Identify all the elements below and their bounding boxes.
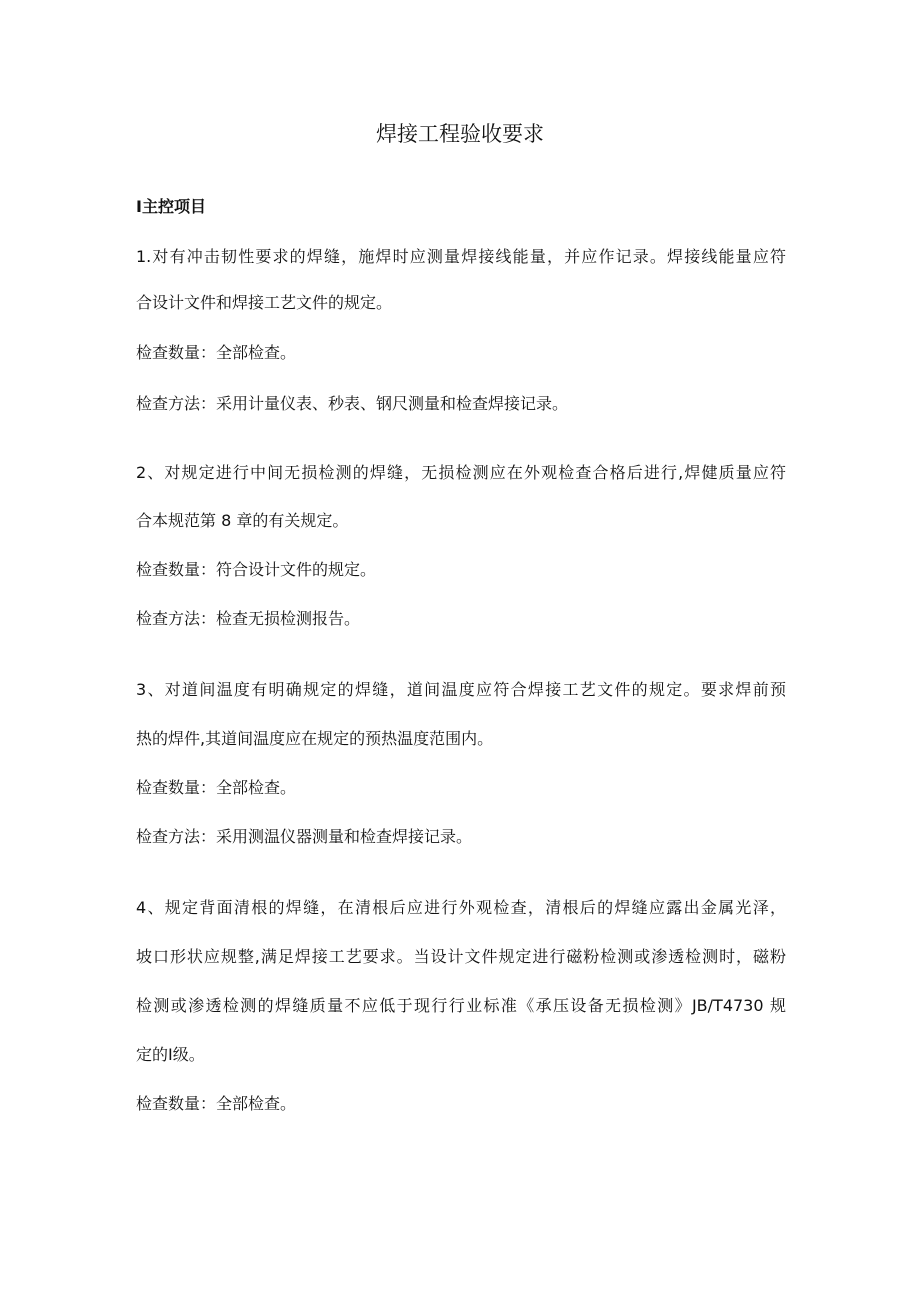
item-2-check-quantity: 检查数量：符合设计文件的规定。 [136, 560, 377, 579]
item-3-check-method: 检查方法：采用测温仪器测量和检查焊接记录。 [136, 827, 473, 846]
item-1-text-line-1: 1.对有冲击韧性要求的焊缝，施焊时应测量焊接线能量，并应作记录。焊接线能量应符 [136, 247, 786, 266]
item-4-text-line-2: 坡口形状应规整,满足焊接工艺要求。当设计文件规定进行磁粉检测或渗透检测时，磁粉 [136, 947, 786, 966]
item-4-text-line-4: 定的Ⅰ级。 [136, 1045, 205, 1064]
item-3-text-line-1: 3、对道间温度有明确规定的焊缝，道间温度应符合焊接工艺文件的规定。要求焊前预 [136, 680, 786, 699]
item-1-check-method: 检查方法：采用计量仪表、秒表、钢尺测量和检查焊接记录。 [136, 394, 569, 413]
item-4-text-line-3: 检测或渗透检测的焊缝质量不应低于现行行业标准《承压设备无损检测》JB/T4730 规 [136, 996, 786, 1015]
item-2-text-line-2: 合本规范第 8 章的有关规定。 [136, 511, 349, 530]
item-2-text-line-1: 2、对规定进行中间无损检测的焊缝，无损检测应在外观检查合格后进行,焊健质量应符 [136, 463, 786, 482]
section-heading: Ⅰ主控项目 [136, 197, 206, 216]
item-1-check-quantity: 检查数量：全部检查。 [136, 343, 297, 362]
item-1-text-line-2: 合设计文件和焊接工艺文件的规定。 [136, 293, 393, 312]
item-3-text-line-2: 热的焊件,其道间温度应在规定的预热温度范围内。 [136, 729, 494, 748]
item-3-check-quantity: 检查数量：全部检查。 [136, 778, 297, 797]
item-2-check-method: 检查方法：检查无损检测报告。 [136, 609, 361, 628]
item-4-check-quantity: 检查数量：全部检查。 [136, 1094, 297, 1113]
page-title: 焊接工程验收要求 [376, 122, 544, 146]
item-4-text-line-1: 4、规定背面清根的焊缝，在清根后应进行外观检查，清根后的焊缝应露出金属光泽， [136, 898, 786, 917]
